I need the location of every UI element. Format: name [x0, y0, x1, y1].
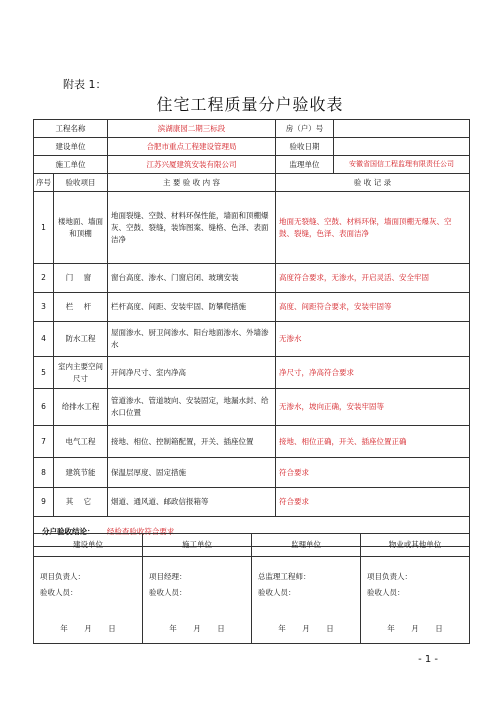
row-no: 4: [34, 322, 54, 357]
row-record: 高度、间距符合要求，安装牢固等: [276, 293, 470, 322]
col-no: 序号: [34, 174, 54, 192]
row-content: 开间净尺寸、室内净高: [108, 357, 276, 389]
acceptance-form: [33, 119, 470, 547]
row-no: 7: [34, 426, 54, 458]
sign-box-contractor: [143, 557, 252, 644]
builder-value: 合肥市重点工程建设管理局: [108, 138, 276, 156]
sign-header-property: 物业或其他单位: [361, 534, 470, 557]
sign-box-property: [361, 557, 470, 644]
table-row: [34, 322, 470, 357]
table-row: [34, 426, 470, 458]
row-no: 3: [34, 293, 54, 322]
sign-date: 年 月 日: [169, 624, 225, 633]
builder-label: 建设单位: [34, 138, 108, 156]
sign-line-manager: 项目经理：: [149, 572, 187, 581]
row-record: 净尺寸，净高符合要求: [276, 357, 470, 389]
row-item: 楼地面、墙面和顶棚: [54, 192, 108, 264]
sign-header-supervisor: 监理单位: [252, 534, 361, 557]
date-label: 验收日期: [276, 138, 334, 156]
sign-box-supervisor: [252, 557, 361, 644]
row-record: 接地、相位正确，开关、插座位置正确: [276, 426, 470, 458]
row-content: 保温层厚度、固定措施: [108, 458, 276, 488]
header-row-contractor: [34, 156, 470, 174]
page-number: - 1 -: [418, 654, 438, 665]
row-item: 栏 杆: [54, 293, 108, 322]
room-label: 房（户）号: [276, 120, 334, 138]
project-name-value: 滨湖康园二期三标段: [108, 120, 276, 138]
row-item: 电气工程: [54, 426, 108, 458]
row-record: 符合要求: [276, 488, 470, 517]
sign-header-row: [34, 534, 470, 557]
sign-line-responsible: 项目负责人：: [40, 572, 85, 581]
sign-line-responsible: 项目负责人：: [367, 572, 412, 581]
row-no: 9: [34, 488, 54, 517]
table-row: [34, 192, 470, 264]
sign-table: [33, 533, 470, 644]
sign-line-inspectors: 验收人员：: [40, 588, 78, 597]
row-record: 无渗水，坡向正确，安装牢固等: [276, 389, 470, 426]
row-content: 屋面渗水、厨卫间渗水、阳台地面渗水、外墙渗水: [108, 322, 276, 357]
contractor-value: 江苏兴厦建筑安装有限公司: [108, 156, 276, 174]
sign-line-inspectors: 验收人员：: [149, 588, 187, 597]
row-no: 2: [34, 264, 54, 293]
col-item: 验收项目: [54, 174, 108, 192]
contractor-label: 施工单位: [34, 156, 108, 174]
table-row: [34, 488, 470, 517]
column-header-row: [34, 174, 470, 192]
row-content: 接地、相位、控制箱配置，开关、插座位置: [108, 426, 276, 458]
row-no: 5: [34, 357, 54, 389]
supervisor-value: 安徽省国信工程监理有限责任公司: [334, 156, 470, 174]
table-row: [34, 264, 470, 293]
sign-body-row: [34, 557, 470, 644]
row-item: 防水工程: [54, 322, 108, 357]
row-item: 给排水工程: [54, 389, 108, 426]
sign-line-inspectors: 验收人员：: [367, 588, 405, 597]
appendix-label: 附表 1：: [63, 78, 107, 91]
sign-date: 年 月 日: [387, 624, 443, 633]
table-row: [34, 458, 470, 488]
sign-header-contractor: 施工单位: [143, 534, 252, 557]
row-item: 门 窗: [54, 264, 108, 293]
row-record: 地面无裂缝、空鼓、材料环保，墙面顶棚无爆灰、空鼓、裂缝，色泽、表面洁净: [276, 192, 470, 264]
row-item: 建筑节能: [54, 458, 108, 488]
header-row-project: [34, 120, 470, 138]
conclusion-label: 分户验收结论：: [42, 526, 95, 536]
room-value: [334, 120, 470, 138]
table-row: [34, 389, 470, 426]
sign-header-builder: 建设单位: [34, 534, 143, 557]
conclusion-value: 经检查验收符合要求: [106, 526, 175, 536]
row-content: 管道渗水、管道坡向、安装固定，地漏水封、给水口位置: [108, 389, 276, 426]
sign-date: 年 月 日: [278, 624, 334, 633]
row-item: 室内主要空间尺寸: [54, 357, 108, 389]
sign-box-builder: [34, 557, 143, 644]
row-no: 8: [34, 458, 54, 488]
col-record: 验 收 记 录: [276, 174, 470, 192]
row-content: 地面裂缝、空鼓、材料环保性能，墙面和顶棚爆灰、空鼓、裂缝，装饰图案、缝格、色泽、表面洁净: [108, 192, 276, 264]
col-content: 主 要 验 收 内 容: [108, 174, 276, 192]
row-content: 烟道、通风道、邮政信报箱等: [108, 488, 276, 517]
row-content: 栏杆高度、间距、安装牢固、防攀爬措施: [108, 293, 276, 322]
row-content: 窗台高度、渗水、门窗启闭、玻璃安装: [108, 264, 276, 293]
row-record: 无渗水: [276, 322, 470, 357]
row-no: 6: [34, 389, 54, 426]
table-row: [34, 357, 470, 389]
date-value: [334, 138, 470, 156]
page-title: 住宅工程质量分户验收表: [156, 95, 344, 114]
sign-line-inspectors: 验收人员：: [258, 588, 296, 597]
header-row-builder: [34, 138, 470, 156]
table-row: [34, 293, 470, 322]
sign-date: 年 月 日: [60, 624, 116, 633]
supervisor-label: 监理单位: [276, 156, 334, 174]
row-item: 其 它: [54, 488, 108, 517]
project-name-label: 工程名称: [34, 120, 108, 138]
row-record: 高度符合要求，无渗水，开启灵活、安全牢固: [276, 264, 470, 293]
sign-line-chief-engineer: 总监理工程师：: [258, 572, 311, 581]
row-no: 1: [34, 192, 54, 264]
row-record: 符合要求: [276, 458, 470, 488]
